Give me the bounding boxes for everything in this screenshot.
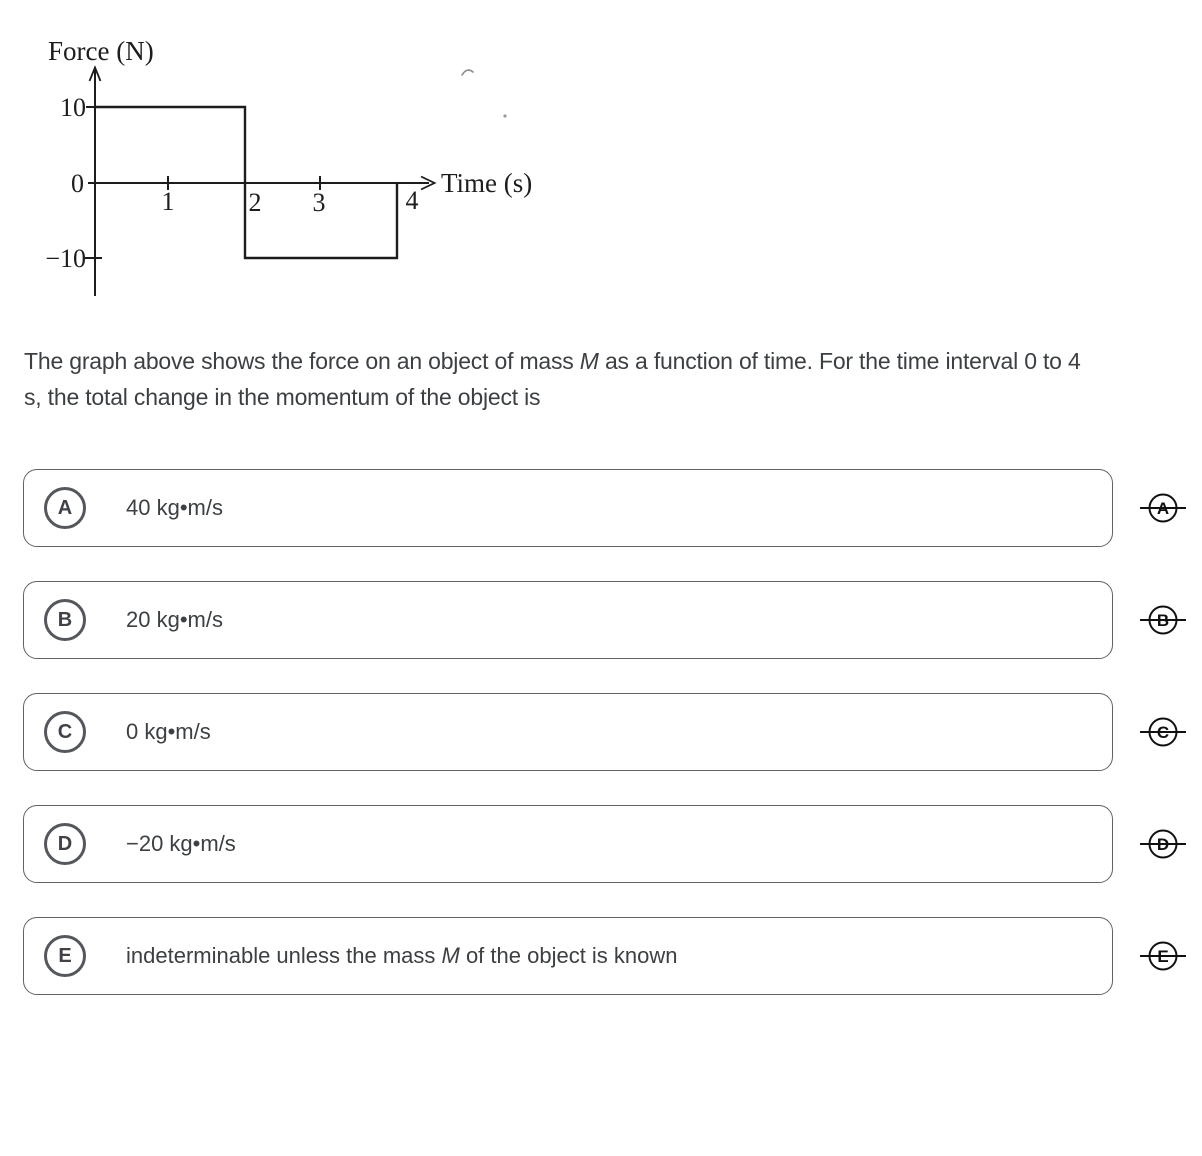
text-segment: The graph above shows the force on an object of mass	[24, 348, 580, 374]
text-segment: 20 kg•m/s	[126, 607, 223, 632]
question-line-2	[24, 379, 1081, 415]
strike-toggle-b[interactable]	[1138, 595, 1188, 645]
y-axis-label: Force (N)	[48, 36, 154, 66]
option-letter: C	[57, 720, 73, 743]
x-tick-label-2: 2	[248, 188, 262, 217]
force-time-graph	[0, 0, 560, 320]
option-label-d	[126, 831, 236, 857]
x-tick-label-1: 1	[161, 187, 175, 216]
option-letter: B	[57, 608, 73, 631]
strike-letter: B	[1156, 611, 1170, 630]
y-tick-label-0: 0	[71, 169, 84, 198]
option-card-d[interactable]	[23, 805, 1113, 883]
x-axis-label: Time (s)	[441, 168, 533, 198]
strike-toggle-c[interactable]	[1138, 707, 1188, 757]
strike-letter: D	[1156, 835, 1170, 854]
option-letter-badge-b	[44, 599, 86, 641]
option-letter: A	[57, 496, 73, 519]
text-segment: M	[441, 943, 460, 968]
option-card-b[interactable]	[23, 581, 1113, 659]
y-tick-label-10: 10	[60, 93, 86, 122]
strike-letter: E	[1157, 947, 1169, 966]
strike-letter: C	[1156, 723, 1170, 742]
option-letter: D	[57, 832, 73, 855]
option-letter-badge-c	[44, 711, 86, 753]
strike-letter: A	[1156, 499, 1170, 518]
y-tick-label-neg10: −10	[45, 244, 86, 273]
x-tick-label-3: 3	[312, 188, 326, 217]
option-letter: E	[58, 944, 72, 967]
text-segment: M	[579, 348, 599, 374]
option-label-e	[126, 943, 678, 969]
strike-toggle-a[interactable]	[1138, 483, 1188, 533]
text-segment: indeterminable unless the mass	[126, 943, 442, 968]
option-label-a	[126, 495, 223, 521]
text-segment: 40 kg•m/s	[126, 495, 223, 520]
text-segment: −20 kg•m/s	[126, 831, 236, 856]
text-segment: s, the total change in the momentum of the object is	[24, 384, 541, 410]
option-letter-badge-d	[44, 823, 86, 865]
question-text	[24, 343, 1081, 415]
force-time-graph-svg	[0, 0, 560, 320]
text-segment: 0 kg•m/s	[126, 719, 211, 744]
option-letter-badge-e	[44, 935, 86, 977]
text-segment: of the object is known	[459, 943, 678, 968]
scan-artifact-mark	[462, 70, 473, 75]
text-segment: as a function of time. For the time interval 0 to 4	[598, 348, 1081, 374]
scan-artifact-dot	[503, 114, 506, 117]
question-line-1	[24, 343, 1081, 379]
strike-toggle-d[interactable]	[1138, 819, 1188, 869]
x-tick-label-4: 4	[405, 186, 419, 215]
option-card-a[interactable]	[23, 469, 1113, 547]
option-letter-badge-a	[44, 487, 86, 529]
option-label-b	[126, 607, 223, 633]
option-card-c[interactable]	[23, 693, 1113, 771]
strike-toggle-e[interactable]	[1138, 931, 1188, 981]
option-card-e[interactable]	[23, 917, 1113, 995]
option-label-c	[126, 719, 211, 745]
